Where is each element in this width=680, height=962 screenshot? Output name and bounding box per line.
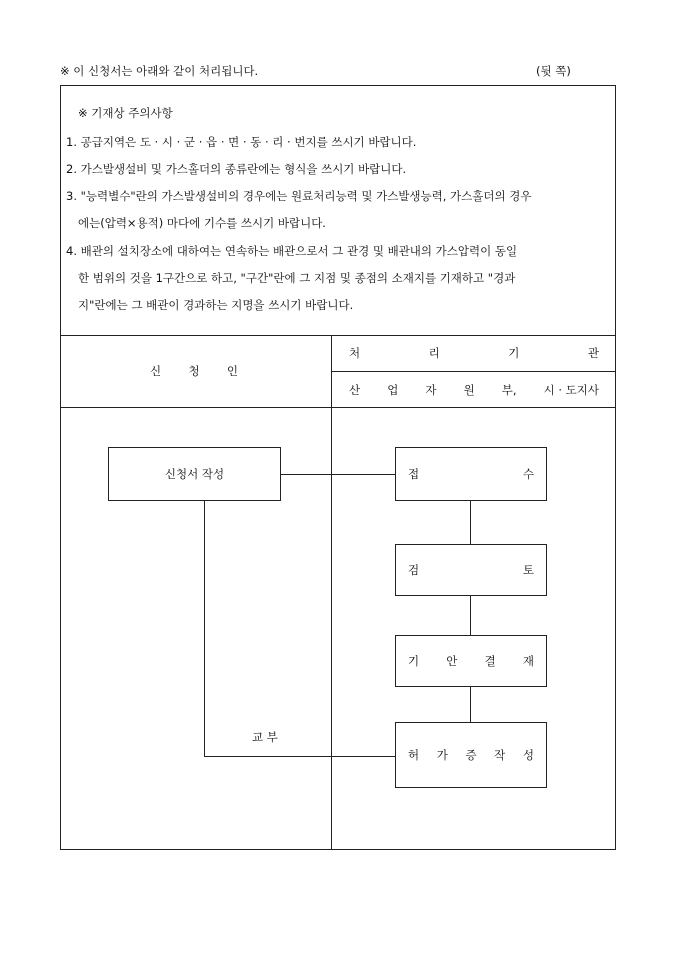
applicant-char: 청 — [188, 364, 200, 378]
instructions-heading: ※ 기재상 주의사항 — [78, 106, 173, 120]
issue-permit-char: 가 — [436, 748, 448, 762]
instruction-line-1: 1. 공급지역은 도 · 시 · 군 · 읍 · 면 · 동 · 리 · 번지를 쓰시기 바랍니다. — [66, 135, 417, 149]
write-application-box — [108, 447, 281, 501]
approval-char: 재 — [522, 654, 534, 668]
receive-box — [395, 447, 547, 501]
ministry-char: 산 — [349, 383, 361, 397]
ministry-header — [349, 383, 599, 397]
issue-permit-char: 작 — [494, 748, 506, 762]
agency-divider — [331, 371, 616, 372]
applicant-char: 신 — [150, 364, 162, 378]
issue-permit-box — [395, 722, 547, 788]
agency-char: 관 — [587, 346, 599, 360]
issue-permit-char: 허 — [408, 748, 420, 762]
review-char: 검 — [408, 563, 420, 577]
processing-agency-header — [349, 346, 599, 360]
back-side-label: (뒷 쪽) — [536, 64, 571, 78]
review-char: 토 — [522, 563, 534, 577]
delivery-label: 교 부 — [252, 730, 278, 744]
approval-char: 결 — [484, 654, 496, 668]
connector-receive-to-review — [470, 500, 471, 545]
approval-char: 기 — [408, 654, 420, 668]
agency-char: 처 — [349, 346, 361, 360]
connector-review-to-approve — [470, 595, 471, 636]
ministry-char: 원 — [463, 383, 475, 397]
instruction-line-4: 4. 배관의 설치장소에 대하여는 연속하는 배관으로서 그 관경 및 배관내의 가스압력이 동일 — [66, 244, 518, 258]
column-divider — [331, 335, 332, 850]
connector-permit-to-applicant — [204, 756, 396, 757]
header-bottom-divider — [60, 407, 616, 408]
issue-permit-char: 성 — [522, 748, 534, 762]
approval-char: 안 — [446, 654, 458, 668]
applicant-header — [150, 364, 238, 378]
section-divider — [60, 335, 616, 336]
processing-notice: ※ 이 신청서는 아래와 같이 처리됩니다. — [60, 64, 259, 78]
issue-permit-char: 증 — [465, 748, 477, 762]
instruction-line-4-cont-2: 지"란에는 그 배관이 경과하는 지명을 쓰시기 바랍니다. — [78, 298, 354, 312]
write-application-label: 신청서 작성 — [164, 467, 225, 481]
agency-char: 리 — [428, 346, 440, 360]
ministry-char: 자 — [425, 383, 437, 397]
approval-box — [395, 635, 547, 687]
instruction-line-3: 3. "능력별수"란의 가스발생설비의 경우에는 원료처리능력 및 가스발생능력, 가스홀더의 경우 — [66, 189, 532, 203]
receive-char: 수 — [522, 467, 534, 481]
connector-approve-to-permit — [470, 686, 471, 723]
agency-char: 기 — [508, 346, 520, 360]
receive-char: 접 — [408, 467, 420, 481]
applicant-char: 인 — [226, 364, 238, 378]
connector-write-to-receive — [280, 474, 396, 475]
instruction-line-2: 2. 가스발생설비 및 가스홀더의 종류란에는 형식을 쓰시기 바랍니다. — [66, 162, 407, 176]
connector-write-down — [204, 500, 205, 757]
instruction-line-3-cont: 에는(압력×용적) 마다에 기수를 쓰시기 바랍니다. — [78, 216, 326, 230]
ministry-char: 시 · 도지사 — [543, 383, 599, 397]
review-box — [395, 544, 547, 596]
ministry-char: 업 — [387, 383, 399, 397]
ministry-char: 부, — [501, 383, 517, 397]
instruction-line-4-cont-1: 한 범위의 것을 1구간으로 하고, "구간"란에 그 지점 및 종점의 소재지를 기재하고 "경과 — [78, 271, 516, 285]
